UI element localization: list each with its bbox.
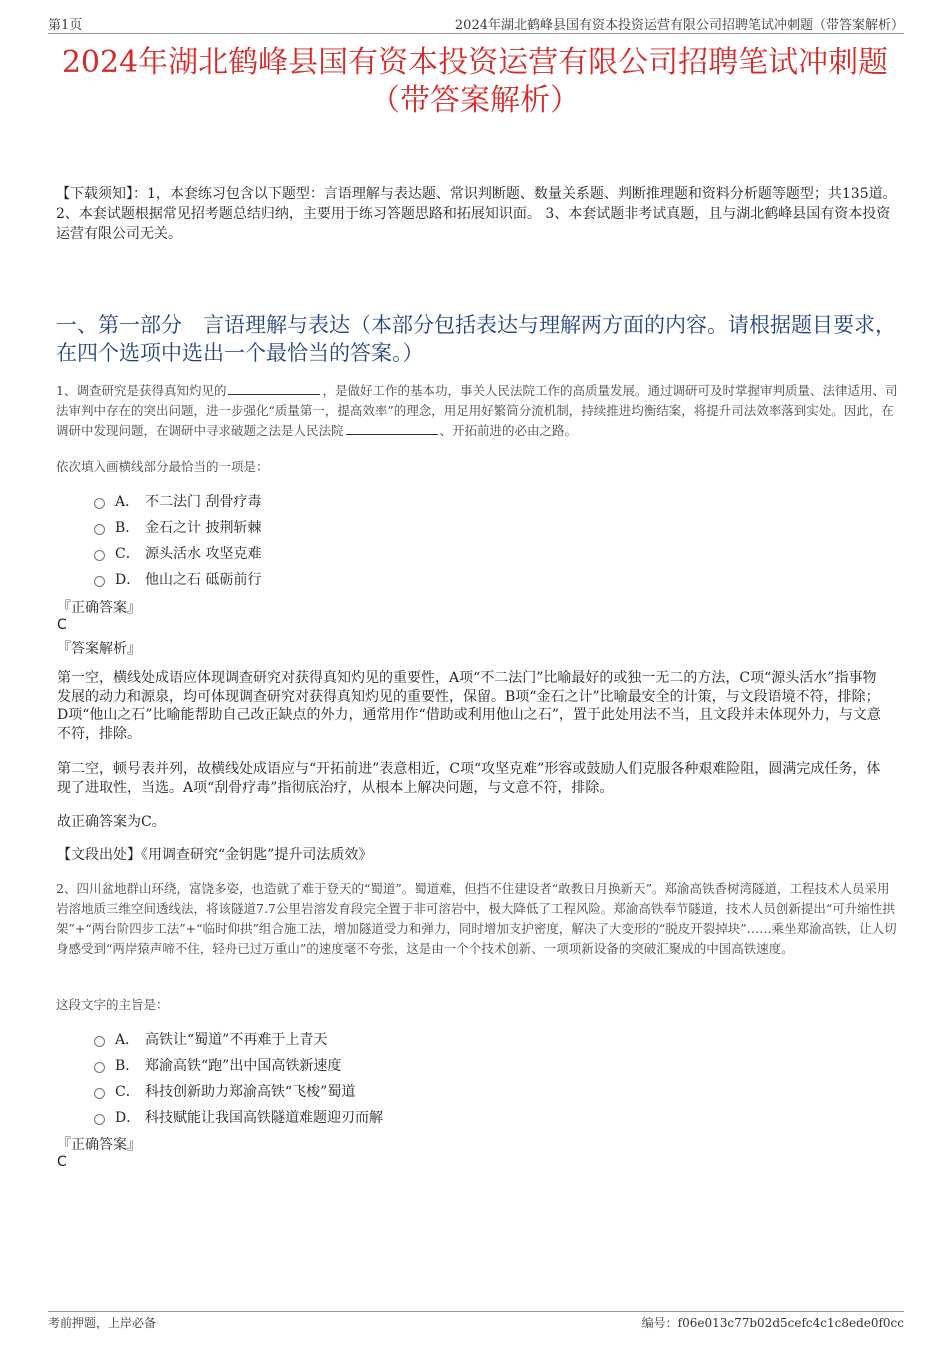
question-1-stem: [56, 381, 900, 441]
header-divider: [48, 33, 904, 34]
q2-answer: C: [57, 1154, 67, 1170]
q2-option-d[interactable]: D． 科技赋能让我国高铁隧道难题迎刃而解: [94, 1104, 383, 1130]
q2-option-a[interactable]: A． 高铁让“蜀道”不再难于上青天: [94, 1026, 383, 1052]
page-header: [48, 14, 904, 34]
q1-blank-1: [228, 382, 320, 395]
q1-analysis-2: 第二空，顿号表并列，故横线处成语应与“开拓前进”表意相近，C项“攻坚克难”形容或鼓励人们克服各种艰难险阻，圆满完成任务，体现了进取性，当选。A项“刮骨疗毒”指彻底治疗，从根本上解决问题，与文意不符，排除。: [57, 761, 881, 796]
q2-option-c[interactable]: C． 科技创新助力郑渝高铁“飞梭”蜀道: [94, 1078, 383, 1104]
header-doc-title: 2024年湖北鹤峰县国有资本投资运营有限公司招聘笔试冲刺题（带答案解析）: [454, 18, 904, 33]
q1-analysis-1: 第一空，横线处成语应体现调查研究对获得真知灼见的重要性，A项“不二法门”比喻最好的或独一无二的方法，C项“源头活水”指事物发展的动力和源泉，均可体现调查研究对获得真知灼见的重要性，保留。B项“金石之计”比喻最安全的计策，与文段语境不符，排除；D项“他山之石”比喻能帮助自己改正缺点的外力，通常用作“借助或利用他山之石”，置于此处用法不当，且文段并未体现外力，与文意不符，排除。: [57, 670, 881, 742]
section-heading: 一、第一部分 言语理解与表达（本部分包括表达与理解两方面的内容。请根据题目要求，在四个选项中选出一个最恰当的答案。）: [56, 313, 896, 365]
q1-prompt: 依次填入画横线部分最恰当的一项是：: [56, 459, 269, 474]
footer-slogan: 考前押题，上岸必备: [48, 1316, 157, 1330]
q2-answer-label: 『正确答案』: [57, 1137, 141, 1153]
radio-icon[interactable]: [94, 576, 105, 587]
q1-text-c: 、开拓前进的必由之路。: [439, 423, 578, 438]
question-2-stem: 2、四川盆地群山环绕，富饶多姿，也造就了难于登天的“蜀道”。蜀道难，但挡不住建设者“敢教日月换新天”。郑渝高铁香树湾隧道，工程技术人员采用岩溶地质三维空间透线法，将该隧道7.7公里岩溶发育段完全置于非可溶岩中，极大降低了工程风险。郑渝高铁奉节隧道，技术人员创新提出“可升缩性拱架”+“两台阶四步工法”+“临时仰拱”组合施工法，增加隧道受力和弹力，同时增加支护密度，解决了大变形的“脱皮开裂掉块”……乘坐郑渝高铁，让人切身感受到“两岸猿声啼不住，轻舟已过万重山”的速度毫不夸张，这是由一个个技术创新、一项项新设备的突破汇聚成的中国高铁速度。: [56, 881, 897, 956]
q1-blank-2: [346, 422, 438, 435]
q2-option-b[interactable]: B． 郑渝高铁“跑”出中国高铁新速度: [94, 1052, 383, 1078]
q1-source: 【文段出处】《用调查研究“金钥匙”提升司法质效》: [57, 847, 373, 863]
q1-text-a: 1、调查研究是获得真知灼见的: [56, 383, 227, 398]
footer-serial: 编号：f06e013c77b02d5cefc4c1c8ede0f0cc: [641, 1316, 904, 1330]
radio-icon[interactable]: [94, 550, 105, 561]
q1-option-d[interactable]: D． 他山之石 砥砺前行: [94, 566, 261, 592]
footer-divider: [48, 1311, 904, 1312]
title-line-1: 2024年湖北鹤峰县国有资本投资运营有限公司招聘笔试冲刺题: [61, 45, 889, 80]
q1-option-c[interactable]: C． 源头活水 攻坚克难: [94, 540, 261, 566]
q1-answer-label: 『正确答案』: [57, 600, 141, 616]
q1-option-a[interactable]: A． 不二法门 刮骨疗毒: [94, 488, 261, 514]
q1-options: [94, 488, 261, 592]
q1-option-b[interactable]: B． 金石之计 披荆斩棘: [94, 514, 261, 540]
radio-icon[interactable]: [94, 1036, 105, 1047]
title-line-2: （带答案解析）: [370, 83, 580, 118]
radio-icon[interactable]: [94, 1062, 105, 1073]
q1-analysis-label: 『答案解析』: [57, 641, 141, 657]
q1-analysis-3: 故正确答案为C。: [57, 814, 166, 830]
radio-icon[interactable]: [94, 1114, 105, 1125]
radio-icon[interactable]: [94, 524, 105, 535]
download-notice: 【下载须知】：1，本套练习包含以下题型：言语理解与表达题、常识判断题、数量关系题、判断推理题和资料分析题等题型；共135道。 2、本套试题根据常见招考题总结归纳，主要用于练习答题思路和拓展知识面。 3、本套试题非考试真题，且与湖北鹤峰县国有资本投资运营有限公司无关。: [56, 186, 897, 242]
document-title: [40, 44, 910, 120]
radio-icon[interactable]: [94, 1088, 105, 1099]
q1-answer: C: [57, 617, 67, 633]
q2-prompt: 这段文字的主旨是：: [56, 997, 169, 1012]
q2-options: [94, 1026, 383, 1130]
radio-icon[interactable]: [94, 498, 105, 509]
q1-text-b: ，是做好工作的基本功，事关人民法院工作的高质量发展。通过调研可及时掌握审判质量、法律适用、司法审判中存在的突出问题，进一步强化“质量第一，提高效率”的理念，用足用好繁简分流机制，持续推进均衡结案，将提升司法效率落到实处。因此，在调研中发现问题，在调研中寻求破题之法是人民法院: [56, 383, 898, 438]
page-number: 第1页: [48, 18, 83, 33]
